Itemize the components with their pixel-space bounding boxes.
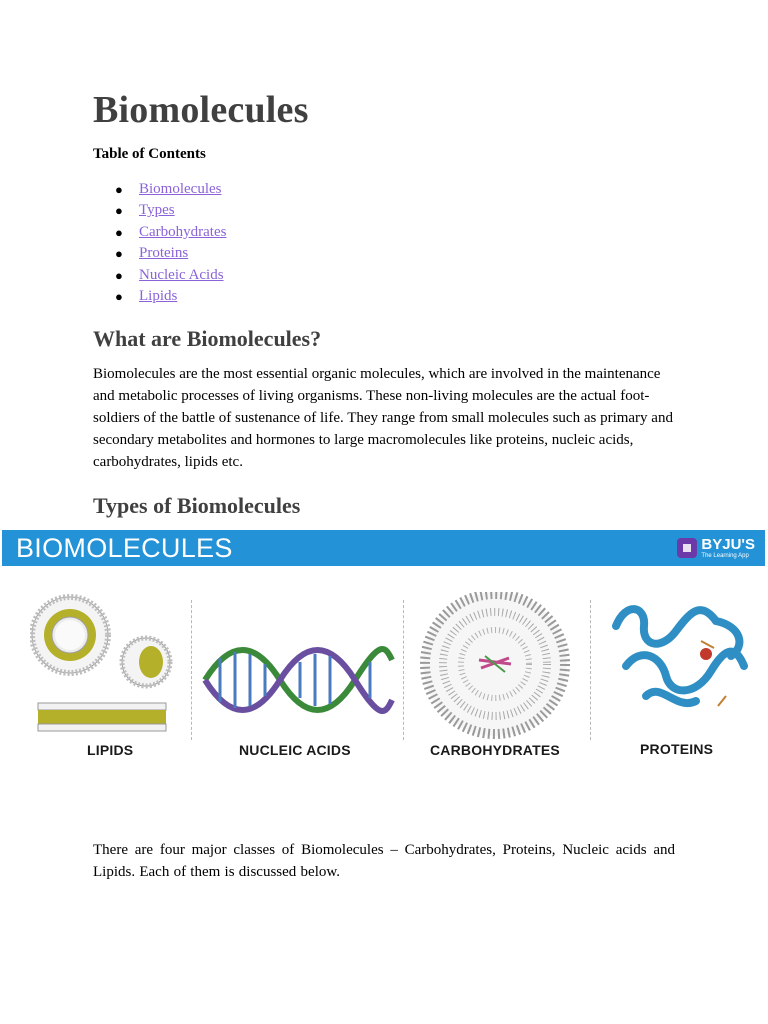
toc-link-biomolecules[interactable]: Biomolecules bbox=[139, 181, 222, 197]
toc-link-proteins[interactable]: Proteins bbox=[139, 245, 189, 262]
toc-item bbox=[93, 243, 226, 264]
label-nucleic-acids: NUCLEIC ACIDS bbox=[239, 742, 351, 758]
brand-logo bbox=[677, 535, 755, 561]
section-heading-what: What are Biomolecules? bbox=[93, 326, 322, 351]
brand-tagline: The Learning App bbox=[701, 552, 749, 559]
toc-item bbox=[93, 222, 226, 243]
lipids-illustration bbox=[30, 590, 175, 740]
bullet-icon: ● bbox=[115, 288, 123, 304]
section-heading-types: Types of Biomolecules bbox=[93, 493, 301, 518]
byjus-logo-icon bbox=[677, 538, 697, 558]
toc-heading: Table of Contents bbox=[93, 146, 206, 162]
bullet-icon: ● bbox=[115, 182, 123, 197]
banner-title: BIOMOLECULES bbox=[16, 533, 233, 563]
toc-link-types[interactable]: Types bbox=[139, 202, 175, 219]
figure-banner bbox=[2, 530, 765, 566]
divider bbox=[191, 600, 192, 740]
toc-link-lipids[interactable]: Lipids bbox=[139, 287, 178, 304]
toc-link-carbohydrates[interactable]: Carbohydrates bbox=[139, 223, 227, 240]
divider bbox=[590, 600, 591, 740]
bullet-icon: ● bbox=[115, 246, 123, 262]
toc-link-nucleic-acids[interactable]: Nucleic Acids bbox=[139, 266, 224, 283]
bullet-icon: ● bbox=[115, 267, 123, 283]
toc-item bbox=[93, 179, 226, 200]
label-lipids: LIPIDS bbox=[87, 742, 134, 758]
biomolecules-figure bbox=[0, 530, 768, 770]
brand-name: BYJU'S bbox=[701, 535, 755, 553]
label-proteins: PROTEINS bbox=[640, 741, 714, 757]
label-carbohydrates: CARBOHYDRATES bbox=[430, 742, 560, 758]
toc-item bbox=[93, 265, 226, 286]
divider bbox=[403, 600, 404, 740]
section-body-what: Biomolecules are the most essential organic molecules, which are involved in the maintenance and metabolic processes of living organisms. These non-living molecules are the actual foot-soldiers of the battle of sustenance of life. They range from small molecules such as primary and secondary metabolites and hormones to large macromolecules like proteins, nucleic acids, carbohydrates, lipids etc. bbox=[93, 366, 673, 470]
page-title: Biomolecules bbox=[93, 89, 309, 131]
toc-item bbox=[93, 200, 226, 221]
proteins-illustration bbox=[606, 596, 754, 720]
bullet-icon: ● bbox=[115, 203, 123, 219]
toc-item bbox=[93, 286, 226, 307]
nucleic-acids-illustration bbox=[200, 640, 395, 720]
carbohydrates-illustration bbox=[415, 592, 575, 742]
table-of-contents bbox=[93, 179, 226, 307]
bullet-icon: ● bbox=[115, 224, 123, 240]
section-body-types: There are four major classes of Biomolecules – Carbohydrates, Proteins, Nucleic acids and Lipids. Each of them is discussed below. bbox=[93, 842, 675, 880]
